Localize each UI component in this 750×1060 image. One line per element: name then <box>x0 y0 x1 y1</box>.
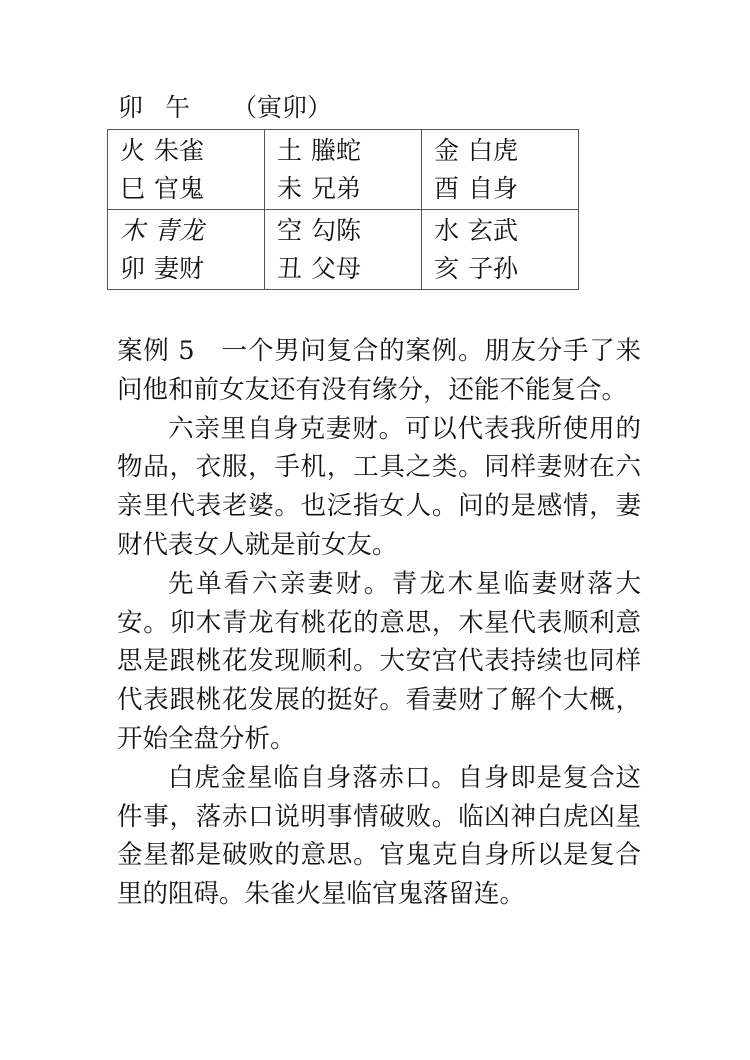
paragraph-white-tiger: 白虎金星临自身落赤口。自身即是复合这件事，落赤口说明事情破败。临凶神白虎凶星金星都是破败的意思。官鬼克自身所以是复合里的阻碍。朱雀火星临官鬼落留连。 <box>117 762 641 910</box>
article-body <box>117 332 641 914</box>
cell-relation: 自身 <box>468 174 519 203</box>
paragraph-six-relations: 六亲里自身克妻财。可以代表我所使用的物品，衣服，手机，工具之类。同样妻财在六亲里代表老婆。也泛指女人。问的是感情，妻财代表女人就是前女友。 <box>117 413 641 560</box>
cell-line-bottom <box>120 171 264 209</box>
liuren-chart-table <box>107 129 579 290</box>
cell-line-top <box>434 213 578 251</box>
cell-element: 火 <box>120 136 146 165</box>
table-cell <box>265 130 422 210</box>
cell-deity: 玄武 <box>468 216 519 245</box>
table-row <box>108 210 579 290</box>
cell-deity: 青龙 <box>154 216 205 245</box>
cell-relation: 妻财 <box>154 254 205 283</box>
cell-element: 木 <box>120 216 146 245</box>
cell-line-bottom <box>434 251 578 289</box>
table-cell <box>422 130 579 210</box>
cell-line-bottom <box>277 171 421 209</box>
cell-branch: 丑 <box>277 254 303 283</box>
cell-line-bottom <box>120 251 264 289</box>
cell-deity: 螣蛇 <box>311 136 362 165</box>
cell-relation: 父母 <box>311 254 362 283</box>
cell-element: 土 <box>277 136 303 165</box>
header-branch-2: 午 <box>165 93 191 122</box>
cell-relation: 子孙 <box>468 254 519 283</box>
cell-deity: 勾陈 <box>311 216 362 245</box>
cell-line-bottom <box>434 171 578 209</box>
cell-line-top <box>120 133 264 171</box>
cell-branch: 未 <box>277 174 303 203</box>
table-cell <box>265 210 422 290</box>
table-cell <box>108 210 265 290</box>
cell-element: 水 <box>434 216 460 245</box>
cell-deity: 白虎 <box>468 136 519 165</box>
cell-element: 金 <box>434 136 460 165</box>
table-row <box>108 130 579 210</box>
cell-line-bottom <box>277 251 421 289</box>
header-branch-3: （寅卯） <box>232 93 333 122</box>
paragraph-case-intro: 案例 5 一个男问复合的案例。朋友分手了来问他和前女友还有没有缘分，还能不能复合。 <box>117 336 641 405</box>
cell-relation: 兄弟 <box>311 174 362 203</box>
chart-header <box>118 90 332 126</box>
table-cell <box>108 130 265 210</box>
cell-deity: 朱雀 <box>154 136 205 165</box>
cell-branch: 巳 <box>120 174 146 203</box>
cell-branch: 酉 <box>434 174 460 203</box>
cell-line-top <box>120 213 264 251</box>
table-cell <box>422 210 579 290</box>
paragraph-wife-wealth: 先单看六亲妻财。青龙木星临妻财落大安。卯木青龙有桃花的意思，木星代表顺利意思是跟桃花发现顺利。大安宫代表持续也同样代表跟桃花发展的挺好。看妻财了解个大概，开始全盘分析。 <box>117 568 641 754</box>
cell-line-top <box>277 133 421 171</box>
cell-relation: 官鬼 <box>154 174 205 203</box>
cell-branch: 亥 <box>434 254 460 283</box>
header-branch-1: 卯 <box>118 93 144 122</box>
cell-element: 空 <box>277 216 303 245</box>
cell-branch: 卯 <box>120 254 146 283</box>
cell-line-top <box>277 213 421 251</box>
cell-line-top <box>434 133 578 171</box>
